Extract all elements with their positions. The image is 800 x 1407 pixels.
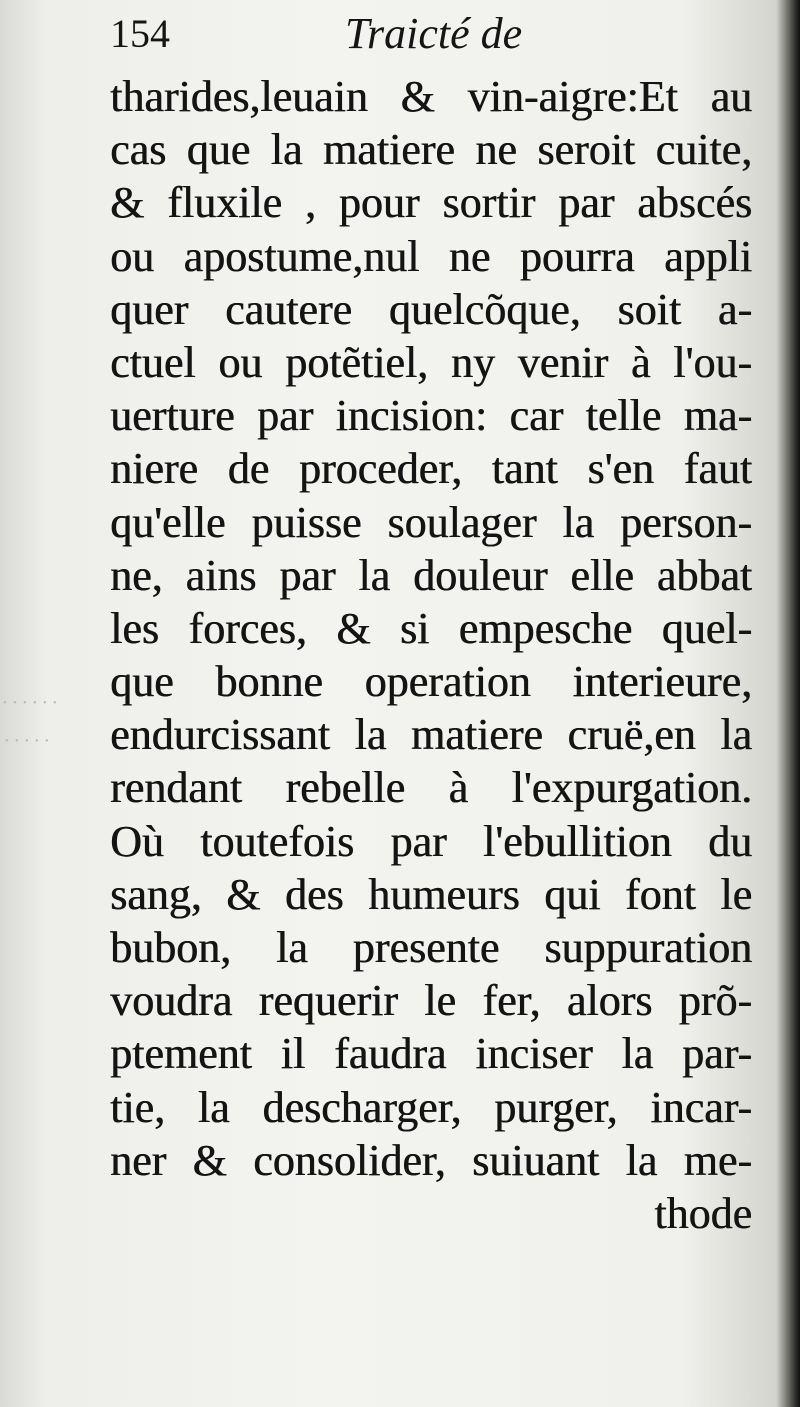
text-line: ne, ains par la douleur elle abbat	[110, 550, 752, 600]
text-line: cas que la matiere ne seroit cuite,	[110, 125, 752, 175]
text-line: niere de proceder, tant s'en faut	[110, 444, 752, 494]
bleed-through-shadow: · · · · ·	[4, 730, 49, 752]
text-line: rendant rebelle à l'expurgation.	[110, 763, 752, 813]
text-line: ner & consolider, suiuant la me-	[110, 1135, 752, 1185]
text-line: bubon, la presente suppuration	[110, 923, 752, 972]
text-line: ptement il faudra inciser la par-	[110, 1029, 752, 1079]
text-line: qu'elle puisse soulager la person-	[110, 497, 752, 547]
body-text	[110, 70, 752, 1240]
text-line: tie, la descharger, purger, incar-	[110, 1082, 752, 1132]
page-header	[110, 6, 750, 64]
text-line: ctuel ou potẽtiel, ny venir à l'ou-	[110, 337, 752, 387]
text-line: tharides,leuain & vin-aigre:Et au	[110, 72, 752, 121]
text-line: ou apostume,nul ne pourra appli	[110, 231, 752, 281]
text-line: quer cautere quelcõque, soit a-	[110, 284, 752, 334]
bleed-through-shadow: · · · · · ·	[2, 692, 57, 714]
text-line: voudra requerir le fer, alors prõ-	[110, 976, 752, 1026]
page-number: 154	[110, 11, 170, 56]
text-line: Où toutefois par l'ebullition du	[110, 816, 752, 866]
text-line: sang, & des humeurs qui font le	[110, 869, 752, 919]
running-title: Traicté de	[345, 9, 523, 58]
text-line: & fluxile , pour sortir par abscés	[110, 178, 752, 228]
text-line: les forces, & si empesche quel-	[110, 603, 752, 653]
text-line: endurcissant la matiere cruë,en la	[110, 710, 752, 760]
text-line: que bonne operation interieure,	[110, 657, 752, 707]
text-line: uerture par incision: car telle ma-	[110, 391, 752, 441]
text-line: thode	[654, 1188, 752, 1238]
